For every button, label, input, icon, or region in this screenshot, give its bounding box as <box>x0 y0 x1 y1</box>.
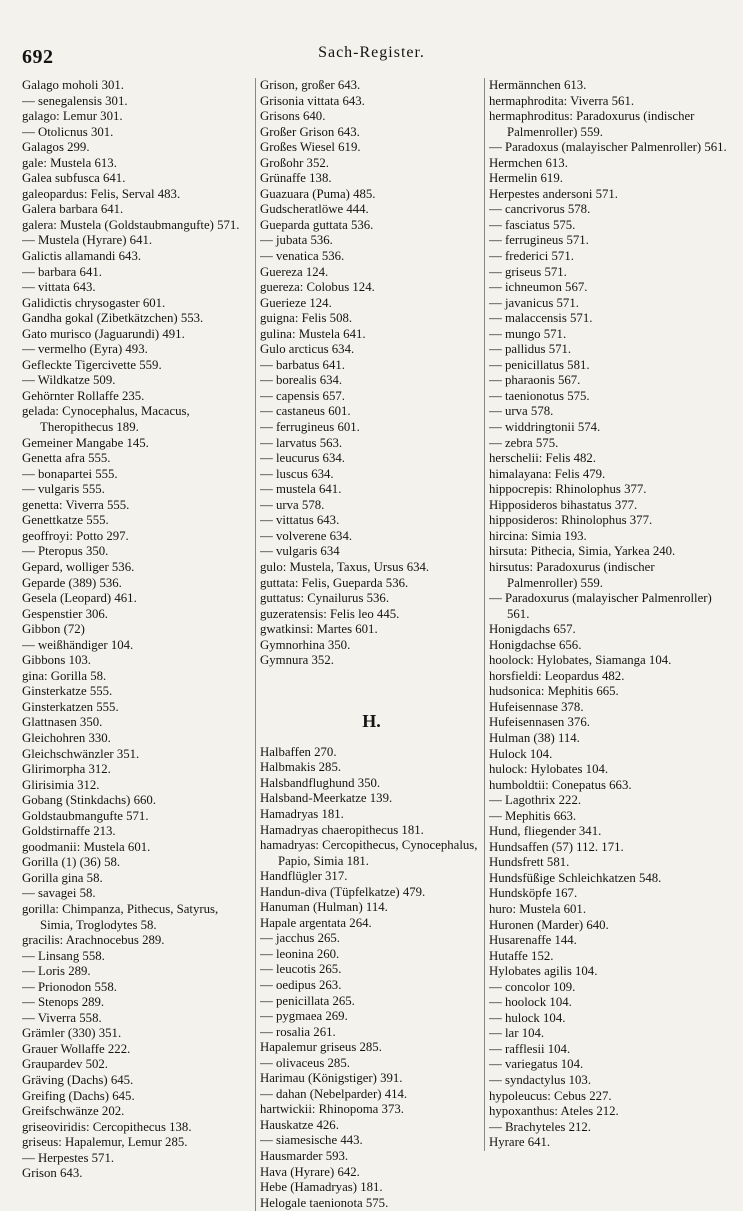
index-entry: guereza: Colobus 124. <box>260 280 375 295</box>
index-entry: hypoxanthus: Ateles 212. <box>489 1104 619 1119</box>
index-entry: — dahan (Nebelparder) 414. <box>260 1086 408 1101</box>
column-2-h-entries <box>260 745 483 1211</box>
index-entry: geoffroyi: Potto 297. <box>22 528 129 543</box>
index-entry: Hamadryas chaeropithecus 181. <box>260 822 424 837</box>
index-entry: — jubata 536. <box>260 233 333 248</box>
index-entry: Hamadryas 181. <box>260 806 344 821</box>
index-entry: Genettkatze 555. <box>22 513 109 528</box>
index-column-2 <box>255 78 483 1211</box>
index-entry: Ginsterkatze 555. <box>22 684 113 699</box>
index-entry: — vulgaris 634 <box>260 544 340 559</box>
index-entry: Galera barbara 641. <box>22 202 124 217</box>
index-entry: — urva 578. <box>489 404 554 419</box>
index-entry: — mustela 641. <box>260 482 342 497</box>
index-entry: horsfieldi: Leopardus 482. <box>489 668 625 683</box>
index-entry: Großohr 352. <box>260 155 329 170</box>
running-head-title: Sach-Register. <box>318 44 425 61</box>
index-entry: — savagei 58. <box>22 886 96 901</box>
index-entry: galeopardus: Felis, Serval 483. <box>22 186 181 201</box>
index-entry: Hermelin 619. <box>489 171 563 186</box>
index-entry: — senegalensis 301. <box>22 93 128 108</box>
index-entry: — ichneumon 567. <box>489 280 588 295</box>
index-entry: — castaneus 601. <box>260 404 351 419</box>
index-entry: hulock: Hylobates 104. <box>489 762 609 777</box>
index-entry: Harimau (Königstiger) 391. <box>260 1071 403 1086</box>
index-entry: Hulman (38) 114. <box>489 730 580 745</box>
index-entry: Gorilla (1) (36) 58. <box>22 855 121 870</box>
index-entry: — ferrugineus 571. <box>489 233 589 248</box>
index-entry: Glattnasen 350. <box>22 715 103 730</box>
index-entry: Großer Grison 643. <box>260 124 360 139</box>
index-entry: Gespenstier 306. <box>22 606 109 621</box>
index-entry: Herpestes andersoni 571. <box>489 186 618 201</box>
index-column-3 <box>484 78 727 1151</box>
index-entry: himalayana: Felis 479. <box>489 466 606 481</box>
index-entry: — Brachyteles 212. <box>489 1119 591 1134</box>
index-entry: — Prionodon 558. <box>22 979 117 994</box>
index-entry: Gulo arcticus 634. <box>260 342 355 357</box>
index-column-1 <box>22 78 250 1182</box>
index-entry: Handun-diva (Tüpfelkatze) 479. <box>260 884 426 899</box>
index-entry: — olivaceus 285. <box>260 1055 350 1070</box>
index-entry: Huronen (Marder) 640. <box>489 917 609 932</box>
index-entry: Hund, fliegender 341. <box>489 824 602 839</box>
index-entry: hermaphroditus: Paradoxurus (indischer Palmenroller) 559. <box>489 109 695 139</box>
index-entry: Hulock 104. <box>489 746 553 761</box>
index-entry: Hapale argentata 264. <box>260 915 372 930</box>
index-entry: gulo: Mustela, Taxus, Ursus 634. <box>260 559 430 574</box>
index-entry: guigna: Felis 508. <box>260 311 353 326</box>
index-entry: Honigdachse 656. <box>489 637 582 652</box>
index-entry: — fasciatus 575. <box>489 217 576 232</box>
index-entry: — widdringtonii 574. <box>489 420 601 435</box>
index-entry: Gibbon (72) <box>22 622 85 637</box>
index-entry: Grison, großer 643. <box>260 78 361 92</box>
index-entry: Gueparda guttata 536. <box>260 217 374 232</box>
index-entry: goodmanii: Mustela 601. <box>22 839 151 854</box>
index-entry: Gesela (Leopard) 461. <box>22 591 137 606</box>
index-entry: Guereza 124. <box>260 264 329 279</box>
index-entry: Hebe (Hamadryas) 181. <box>260 1180 383 1195</box>
index-entry: Gefleckte Tigercivette 559. <box>22 357 162 372</box>
index-entry: herschelii: Felis 482. <box>489 451 596 466</box>
index-entry: galera: Mustela (Goldstaubmangufte) 571. <box>22 217 240 232</box>
index-entry: — barbara 641. <box>22 264 102 279</box>
index-entry: — larvatus 563. <box>260 435 343 450</box>
index-entry: Grünaffe 138. <box>260 171 332 186</box>
index-entry: gale: Mustela 613. <box>22 155 117 170</box>
index-entry: — Paradoxus (malayischer Palmenroller) 561. <box>489 140 727 155</box>
index-entry: gorilla: Chimpanza, Pithecus, Satyrus, Simia, Troglodytes 58. <box>22 901 219 932</box>
index-entry: — siamesische 443. <box>260 1133 363 1148</box>
index-entry: — penicillata 265. <box>260 993 355 1008</box>
index-entry: hermaphrodita: Viverra 561. <box>489 93 635 108</box>
index-entry: hipposideros: Rhinolophus 377. <box>489 513 653 528</box>
index-entry: griseus: Hapalemur, Lemur 285. <box>22 1135 188 1150</box>
index-entry: Hufeisennasen 376. <box>489 715 590 730</box>
index-entry: — borealis 634. <box>260 373 343 388</box>
index-entry: Gorilla gina 58. <box>22 870 103 885</box>
index-entry: Gemeiner Mangabe 145. <box>22 435 149 450</box>
index-entry: — syndactylus 103. <box>489 1073 592 1087</box>
index-entry: Halbaffen 270. <box>260 744 337 759</box>
index-entry: — luscus 634. <box>260 466 334 481</box>
index-entry: Gobang (Stinkdachs) 660. <box>22 793 156 808</box>
index-entry: Goldstaubmangufte 571. <box>22 808 149 823</box>
index-entry: — rafflesii 104. <box>489 1041 571 1056</box>
index-entry: — griseus 571. <box>489 264 567 279</box>
index-entry: Hyrare 641. <box>489 1135 551 1150</box>
index-entry: — barbatus 641. <box>260 357 345 372</box>
index-entry: Hausmarder 593. <box>260 1149 349 1163</box>
index-entry: Großes Wiesel 619. <box>260 140 361 155</box>
index-entry: hamadryas: Cercopithecus, Cynocephalus, Papio, Simia 181. <box>260 838 478 868</box>
index-entry: — zebra 575. <box>489 435 559 450</box>
index-entry: Galictis allamandi 643. <box>22 249 142 264</box>
index-entry: — Linsang 558. <box>22 948 105 963</box>
index-entry: hartwickii: Rhinopoma 373. <box>260 1102 404 1117</box>
index-entry: hircina: Simia 193. <box>489 528 587 543</box>
index-entry: Gibbons 103. <box>22 653 91 668</box>
index-entry: Hava (Hyrare) 642. <box>260 1164 360 1179</box>
index-entry: — frederici 571. <box>489 249 574 264</box>
index-entry: Hutaffe 152. <box>489 948 554 963</box>
index-entry: — hulock 104. <box>489 1010 566 1025</box>
index-entry: gracilis: Arachnocebus 289. <box>22 933 165 948</box>
index-entry: guzeratensis: Felis leo 445. <box>260 606 400 621</box>
index-entry: — pygmaea 269. <box>260 1009 348 1024</box>
index-entry: — concolor 109. <box>489 979 576 994</box>
index-entry: guttatus: Cynailurus 536. <box>260 591 390 606</box>
index-entry: Hundsfüßige Schleichkatzen 548. <box>489 870 662 885</box>
index-entry: Hauskatze 426. <box>260 1117 339 1132</box>
index-entry: — malaccensis 571. <box>489 311 593 326</box>
index-entry: huro: Mustela 601. <box>489 901 587 916</box>
index-entry: — Wildkatze 509. <box>22 373 116 388</box>
index-entry: Goldstirnaffe 213. <box>22 824 116 839</box>
index-entry: — javanicus 571. <box>489 295 579 310</box>
index-entry: — mungo 571. <box>489 326 567 341</box>
index-entry: — vermelho (Eyra) 493. <box>22 342 148 357</box>
index-entry: Grison 643. <box>22 1166 83 1181</box>
index-entry: — venatica 536. <box>260 249 345 264</box>
index-entry: Gudscheratlöwe 444. <box>260 202 369 217</box>
index-entry: — bonapartei 555. <box>22 466 118 481</box>
index-entry: Hundsköpfe 167. <box>489 886 578 901</box>
index-entry: — leucurus 634. <box>260 451 345 466</box>
index-entry: hudsonica: Mephitis 665. <box>489 684 619 699</box>
index-entry: Husarenaffe 144. <box>489 933 577 948</box>
index-entry: — weißhändiger 104. <box>22 637 134 652</box>
index-entry: — hoolock 104. <box>489 995 572 1010</box>
index-entry: Greifschwänze 202. <box>22 1104 125 1119</box>
index-entry: Gato murisco (Jaguarundi) 491. <box>22 326 185 341</box>
index-entry: Glirisimia 312. <box>22 777 100 792</box>
index-entry: Hufeisennase 378. <box>489 699 584 714</box>
index-entry: hoolock: Hylobates, Siamanga 104. <box>489 653 672 668</box>
index-entry: Grauer Wollaffe 222. <box>22 1041 131 1056</box>
index-entry: — lar 104. <box>489 1026 545 1041</box>
page-number: 692 <box>22 46 54 68</box>
index-entry: — Lagothrix 222. <box>489 793 582 808</box>
index-entry: Helogale taenionota 575. <box>260 1195 389 1210</box>
index-entry: Graupardev 502. <box>22 1057 108 1072</box>
index-entry: Hermchen 613. <box>489 155 568 170</box>
index-entry: Gleichschwänzler 351. <box>22 746 140 761</box>
index-entry: Hapalemur griseus 285. <box>260 1040 382 1055</box>
index-entry: Galagos 299. <box>22 140 90 155</box>
index-entry: Gymnura 352. <box>260 653 334 668</box>
index-entry: Hanuman (Hulman) 114. <box>260 900 388 915</box>
index-entry: Hylobates agilis 104. <box>489 964 598 979</box>
index-entry: — taenionotus 575. <box>489 388 590 403</box>
index-entry: guttata: Felis, Gueparda 536. <box>260 575 409 590</box>
index-entry: Geparde (389) 536. <box>22 575 122 590</box>
index-entry: — Mephitis 663. <box>489 808 577 823</box>
index-entry: gelada: Cynocephalus, Macacus, Theropithecus 189. <box>22 404 190 435</box>
index-entry: Grisons 640. <box>260 109 326 124</box>
index-entry: — vittata 643. <box>22 280 96 295</box>
index-entry: Gehörnter Rollaffe 235. <box>22 388 145 403</box>
index-entry: galago: Lemur 301. <box>22 109 123 124</box>
index-entry: Guazuara (Puma) 485. <box>260 186 376 201</box>
index-entry: Gymnorhina 350. <box>260 637 351 652</box>
index-entry: Hundsfrett 581. <box>489 855 570 870</box>
index-entry: — pharaonis 567. <box>489 373 581 388</box>
index-entry: Halsband-Meerkatze 139. <box>260 791 393 806</box>
index-entry: gina: Gorilla 58. <box>22 668 107 683</box>
index-entry: — leucotis 265. <box>260 962 342 977</box>
index-entry: genetta: Viverra 555. <box>22 497 130 512</box>
index-entry: — penicillatus 581. <box>489 357 590 372</box>
index-entry: — ferrugineus 601. <box>260 420 360 435</box>
column-2-g-entries <box>260 78 483 669</box>
index-entry: — capensis 657. <box>260 388 345 403</box>
index-entry: Halbmakis 285. <box>260 760 342 775</box>
index-entry: hirsutus: Paradoxurus (indischer Palmenroller) 559. <box>489 559 655 590</box>
index-entry: griseoviridis: Cercopithecus 138. <box>22 1119 192 1134</box>
index-entry: Galago moholi 301. <box>22 78 125 92</box>
section-letter-h: H. <box>362 710 381 731</box>
index-entry: — leonina 260. <box>260 946 340 961</box>
index-entry: Glirimorpha 312. <box>22 762 111 777</box>
index-entry: — rosalia 261. <box>260 1024 336 1039</box>
index-entry: Gräving (Dachs) 645. <box>22 1073 134 1087</box>
index-entry: — Stenops 289. <box>22 995 105 1010</box>
index-entry: gwatkinsi: Martes 601. <box>260 622 378 637</box>
index-entry: Greifing (Dachs) 645. <box>22 1088 135 1103</box>
index-entry: — pallidus 571. <box>489 342 572 357</box>
index-entry: — oedipus 263. <box>260 977 342 992</box>
index-entry: Genetta afra 555. <box>22 451 111 466</box>
section-gap <box>260 669 483 699</box>
index-entry: Hipposideros bihastatus 377. <box>489 497 638 512</box>
index-entry: — volverene 634. <box>260 528 353 543</box>
index-entry: Galea subfusca 641. <box>22 171 126 186</box>
index-entry: — Herpestes 571. <box>22 1150 115 1165</box>
index-entry: — vittatus 643. <box>260 513 340 528</box>
index-entry: Gleichohren 330. <box>22 730 111 745</box>
index-entry: Halsbandflughund 350. <box>260 775 381 790</box>
index-entry: — Mustela (Hyrare) 641. <box>22 233 153 248</box>
index-entry: Hundsaffen (57) 112. 171. <box>489 839 624 854</box>
index-entry: — Otolicnus 301. <box>22 124 114 139</box>
index-entry: hypoleucus: Cebus 227. <box>489 1088 612 1103</box>
index-entry: — Loris 289. <box>22 964 91 979</box>
index-entry: Handflügler 317. <box>260 869 348 884</box>
index-entry: Galidictis chrysogaster 601. <box>22 295 166 310</box>
index-entry: Grämler (330) 351. <box>22 1026 122 1041</box>
index-entry: — Paradoxurus (malayischer Palmenroller) 561. <box>489 591 712 621</box>
index-entry: Gepard, wolliger 536. <box>22 559 135 574</box>
index-entry: — Viverra 558. <box>22 1010 102 1025</box>
index-entry: — urva 578. <box>260 497 325 512</box>
index-entry: — jacchus 265. <box>260 931 340 946</box>
index-entry: Gandha gokal (Zibetkätzchen) 553. <box>22 311 204 326</box>
index-entry: — Pteropus 350. <box>22 544 109 559</box>
index-entry: Honigdachs 657. <box>489 622 576 637</box>
index-entry: hirsuta: Pithecia, Simia, Yarkea 240. <box>489 544 676 559</box>
index-entry: — vulgaris 555. <box>22 482 105 497</box>
index-entry: humboldtii: Conepatus 663. <box>489 777 632 792</box>
index-entry: gulina: Mustela 641. <box>260 326 366 341</box>
index-entry: — variegatus 104. <box>489 1057 584 1072</box>
index-entry: Grisonia vittata 643. <box>260 93 365 108</box>
index-entry: — cancrivorus 578. <box>489 202 591 217</box>
index-entry: Hermännchen 613. <box>489 78 587 92</box>
index-entry: Guerieze 124. <box>260 295 332 310</box>
index-entry: hippocrepis: Rhinolophus 377. <box>489 482 647 497</box>
index-entry: Ginsterkatzen 555. <box>22 699 119 714</box>
